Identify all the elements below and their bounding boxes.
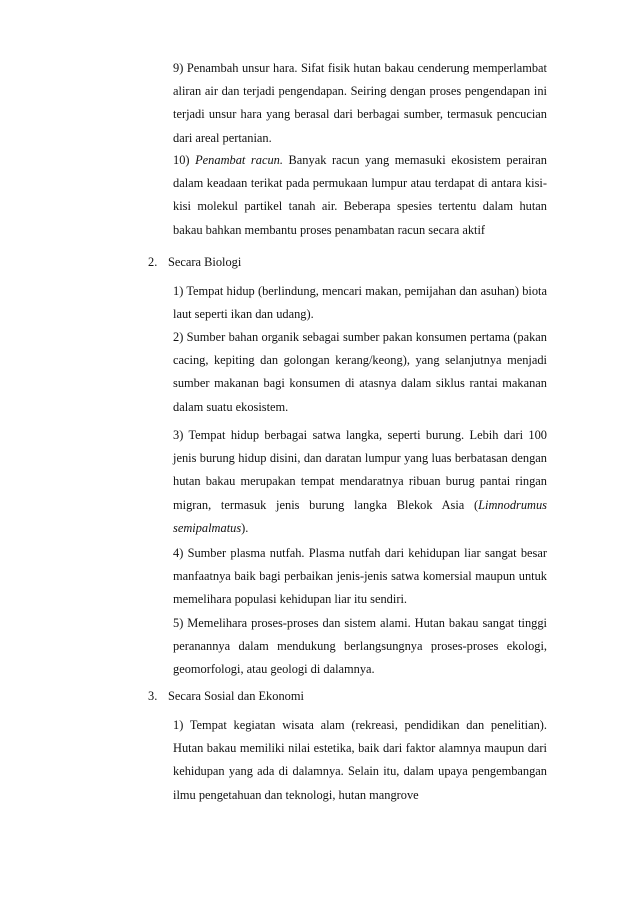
- section-title: Secara Sosial dan Ekonomi: [168, 689, 304, 703]
- biologi-item-3-suffix: ).: [241, 520, 249, 535]
- item-9-penambah-unsur-hara: 9) Penambah unsur hara. Sifat fisik hutan bakau cenderung memperlambat aliran air dan terjadi pengendapan. Seiring dengan proses pengendapan ini terjadi unsur hara yang berasal dari berbagai sumber, termasuk pencucian dari areal pertanian.: [173, 61, 547, 145]
- item-10-body: Banyak racun yang memasuki ekosistem perairan dalam keadaan terikat pada permukaan lumpur atau terdapat di antara kisi-kisi molekul partikel tanah air. Beberapa spesies tertentu dalam hutan bakau bahkan membantu proses penambatan racun secara aktif: [173, 153, 548, 237]
- section-heading-sosial-ekonomi: [148, 685, 304, 708]
- section-title: Secara Biologi: [168, 255, 242, 269]
- item-10-penambat-racun: [173, 149, 547, 242]
- section-number: 3.: [148, 689, 158, 703]
- biologi-item-3-species: Limnodrumus semipalmatus: [173, 497, 547, 535]
- item-10-prefix: 10): [173, 153, 196, 167]
- biologi-item-4: 4) Sumber plasma nutfah. Plasma nutfah dari kehidupan liar sangat besar manfaatnya baik bagi perbaikan jenis-jenis satwa komersial maupun untuk memelihara populasi kehidupan liar itu sendiri.: [173, 546, 547, 607]
- biologi-item-3: [173, 424, 547, 540]
- biologi-item-1: 1) Tempat hidup (berlindung, mencari makan, pemijahan dan asuhan) biota laut seperti ikan dan udang).: [173, 284, 547, 322]
- biologi-item-5: 5) Memelihara proses-proses dan sistem alami. Hutan bakau sangat tinggi peranannya dalam mendukung berlangsungnya proses-proses ekologi, geomorfologi, atau geologi di dalamnya.: [173, 616, 547, 677]
- item-10-italic-term: Penambat racun.: [195, 153, 283, 167]
- section-number: 2.: [148, 255, 158, 269]
- section-heading-biologi: [148, 251, 241, 274]
- sosial-item-1: 1) Tempat kegiatan wisata alam (rekreasi, pendidikan dan penelitian). Hutan bakau memiliki nilai estetika, baik dari faktor alamnya maupun dari kehidupan yang ada di dalamnya. Selain itu, dalam upaya pengembangan ilmu pengetahuan dan teknologi, hutan mangrove: [173, 718, 547, 802]
- biologi-item-3-body: 3) Tempat hidup berbagai satwa langka, seperti burung. Lebih dari 100 jenis burung hidup disini, dan daratan lumpur yang luas berbatasan dengan hutan bakau merupakan tempat mendaratnya ribuan burug pantai ringan migran, termasuk jenis burung langka Blekok Asia (: [173, 428, 547, 512]
- biologi-item-2: 2) Sumber bahan organik sebagai sumber pakan konsumen pertama (pakan cacing, kepiting dan golongan kerang/keong), yang selanjutnya menjadi sumber makanan bagi konsumen di atasnya dalam siklus rantai makanan dalam suatu ekosistem.: [173, 330, 547, 414]
